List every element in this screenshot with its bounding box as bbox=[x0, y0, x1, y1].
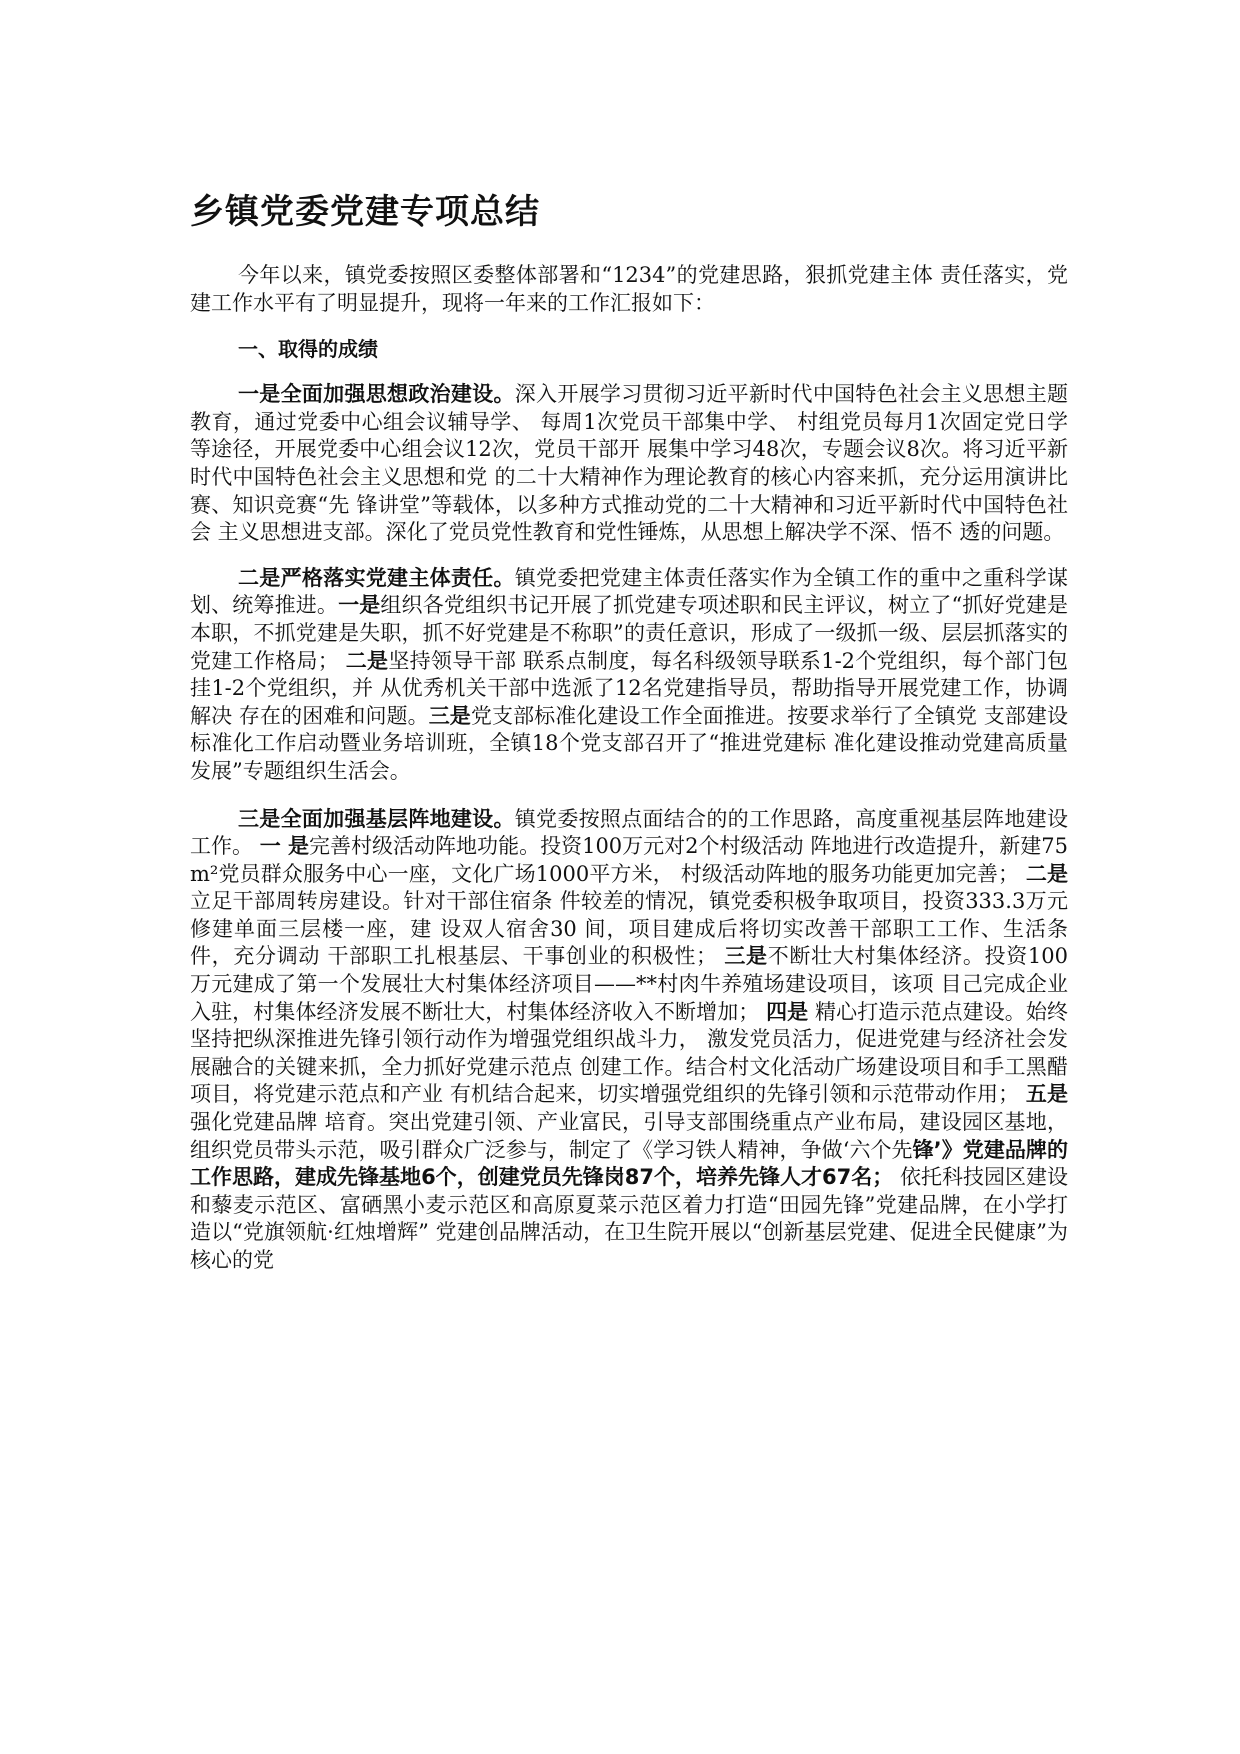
item-marker: 三是 bbox=[428, 703, 471, 728]
item-marker: 四是 bbox=[766, 999, 809, 1024]
paragraph-text: 精心打造示范点建设。始终坚持把纵深推进先锋引领行动作为增强党组织战斗力， 激发党员活力，促进党建与经济社会发展融合的关键来抓，全力抓好党建示范点 创建工作。结合村文化活动广场建设项目和手工黑醋项目，将党建示范点和产业 有机结合起来，切实增强党组织的先锋引领和示范带动作用； bbox=[190, 999, 1068, 1107]
paragraph-grassroots-positions bbox=[190, 806, 1068, 1275]
intro-paragraph: 今年以来，镇党委按照区委整体部署和“1234”的党建思路，狠抓党建主体 责任落实，党建工作水平有了明显提升，现将一年来的工作汇报如下： bbox=[190, 263, 1068, 315]
paragraph-text: 坚持领导干部 联系点制度，每名科级领导联系1-2个党组织，每个部门包挂1-2个党组织，并 从优秀机关干部中选派了12名党建指导员，帮助指导开展党建工作，协调解决 存在的困难和问题。 bbox=[190, 648, 1068, 728]
paragraph-text: 镇党委把党建主体责任落实作为全镇工作的重中之重科学谋划、统筹推进。 bbox=[190, 565, 1069, 618]
paragraph-text: 强化党建品牌 培育。突出党建引领、产业富民，引导支部围绕重点产业布局，建设园区基地， 组织党员带头示范，吸引群众广泛参与，制定了《学习铁人精神，争做‘六个先 bbox=[190, 1110, 1068, 1162]
document-title: 乡镇党委党建专项总结 bbox=[190, 192, 540, 232]
paragraph-ideological-building bbox=[190, 381, 1068, 547]
item-marker: 二是 bbox=[345, 648, 389, 673]
paragraph-text: 深入开展学习贯彻习近平新时代中国特色社会主义思想主题教育，通过党委中心组会议辅导学、 每周1次党员干部集中学、 村组党员每月1次固定党日学等途径，开展党委中心组会议12次，党员干部开 展集中学习48次，专题会议8次。将习近平新时代中国特色社会主义思想和党 的二十大精神作为理论教育的核心内容来抓，充分运用演讲比赛、知识竞赛“先 锋讲堂”等载体，以多种方式推动党的二十大精神和习近平新时代中国特色社会 主义思想进支部。深化了党员党性教育和党性锤炼，从思想上解决学不深、悟不 透的问题。 bbox=[190, 382, 1069, 545]
paragraph-lead: 一是全面加强思想政治建设。 bbox=[238, 382, 515, 407]
item-marker: 一 是 bbox=[259, 834, 310, 859]
paragraph-text: 组织各党组织书记开展了抓党建专项述职和民主评议，树立了“抓好党建是本职，不抓党建是失职，抓不好党建是不称职”的责任意识，形成了一级抓一级、层层抓落实的党建工作格局； bbox=[190, 593, 1069, 673]
document-page bbox=[190, 188, 1068, 1275]
paragraph-party-responsibility bbox=[190, 565, 1068, 786]
paragraph-text: 完善村级活动阵地功能。投资100万元对2个村级活动 阵地进行改造提升，新建75m²党员群众服务中心一座，文化广场1000平方米， 村级活动阵地的服务功能更加完善； bbox=[190, 834, 1068, 886]
section-heading: 一、取得的成绩 bbox=[238, 337, 378, 362]
item-marker: 一是 bbox=[338, 593, 381, 618]
item-marker: 三是 bbox=[724, 944, 768, 969]
bold-highlight: 锋’》党建品牌的工作思路，建成先锋基地6个，创建党员先锋岗87个，培养先锋人才67名； bbox=[190, 1137, 1068, 1190]
paragraph-lead: 三是全面加强基层阵地建设。 bbox=[238, 806, 515, 831]
item-marker: 二是 bbox=[1025, 861, 1069, 886]
paragraph-text: 党支部标准化建设工作全面推进。按要求举行了全镇党 支部建设标准化工作启动暨业务培训班，全镇18个党支部召开了“推进党建标 准化建设推动党建高质量发展”专题组织生活会。 bbox=[190, 703, 1068, 783]
paragraph-text: 镇党委按照点面结合的的工作思路，高度重视基层阵地建设工作。 bbox=[190, 806, 1069, 859]
paragraph-lead: 二是严格落实党建主体责任。 bbox=[238, 565, 515, 590]
paragraph-text: 不断壮大村集体经济。投资100 万元建成了第一个发展壮大村集体经济项目——**村肉牛养殖场建设项目，该项 目己完成企业入驻，村集体经济发展不断壮大，村集体经济收入不断增加； bbox=[190, 944, 1068, 1024]
paragraph-text: 依托科技园区建设和藜麦示范区、富硒黑小麦示范区和高原夏菜示范区着力打造“田园先锋”党建品牌，在小学打造以“党旗领航·红烛增辉” 党建创品牌活动，在卫生院开展以“创新基层党建、促进全民健康”为核心的党 bbox=[190, 1165, 1068, 1272]
item-marker: 五是 bbox=[1025, 1082, 1068, 1107]
paragraph-text: 立足干部周转房建设。针对干部住宿条 件较差的情况，镇党委积极争取项目，投资333.3万元修建单面三层楼一座，建 设双人宿舍30 间，项目建成后将切实改善干部职工工作、生活条件，充分调动 干部职工扎根基层、干事创业的积极性； bbox=[190, 889, 1068, 969]
